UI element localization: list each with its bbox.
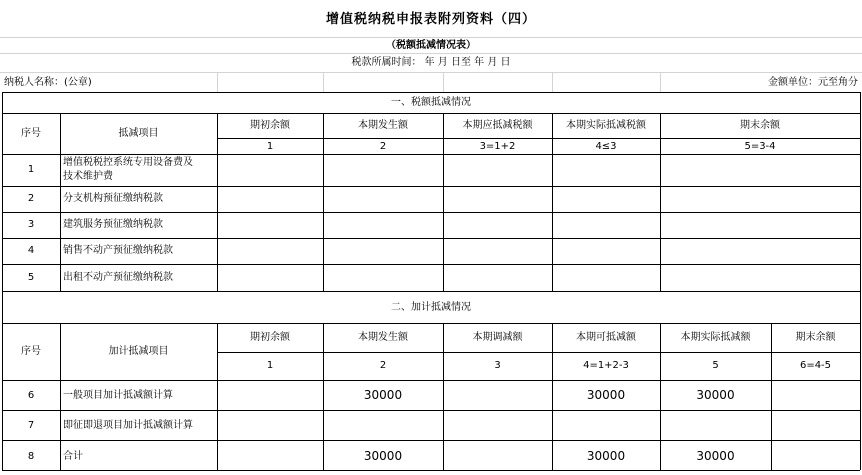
section1-seq-header: 序号 bbox=[21, 128, 41, 139]
s2-col2-header: 本期发生额 bbox=[358, 332, 408, 343]
s2-col1-code: 1 bbox=[266, 360, 274, 371]
section1-item-header: 抵减项目 bbox=[118, 128, 159, 139]
row-seq: 8 bbox=[27, 451, 35, 462]
row-item: 建筑服务预征缴纳税款 bbox=[63, 219, 163, 230]
cell-value: 30000 bbox=[586, 449, 626, 463]
section2-seq-header: 序号 bbox=[21, 346, 41, 357]
s1-col1-header: 期初余额 bbox=[250, 120, 290, 131]
s2-col1-header: 期初余额 bbox=[250, 332, 290, 343]
cell-value: 30000 bbox=[363, 388, 403, 402]
cell-value: 30000 bbox=[696, 449, 735, 463]
s1-col3-header: 本期应抵减税额 bbox=[462, 120, 533, 131]
s2-col5-header: 本期实际抵减额 bbox=[680, 332, 751, 343]
cell-value: 30000 bbox=[696, 388, 735, 402]
s1-col1-code: 1 bbox=[266, 141, 274, 152]
row-item: 即征即退项目加计抵减额计算 bbox=[63, 420, 193, 431]
row-item: 一般项目加计抵减额计算 bbox=[63, 390, 173, 401]
row-seq: 5 bbox=[27, 272, 35, 283]
s1-col2-header: 本期发生额 bbox=[358, 120, 408, 131]
s1-col5-header: 期末余额 bbox=[740, 120, 780, 131]
s1-col4-header: 本期实际抵减税额 bbox=[566, 120, 646, 131]
form-title: 增值税纳税申报表附列资料（四） bbox=[325, 12, 536, 27]
row-seq: 7 bbox=[27, 420, 35, 431]
row-seq: 3 bbox=[27, 219, 35, 230]
s2-col3-header: 本期调减额 bbox=[472, 332, 523, 343]
row-item: 销售不动产预征缴纳税款 bbox=[63, 245, 173, 256]
s2-col6-header: 期末余额 bbox=[795, 332, 836, 343]
row-item: 增值税税控系统专用设备费及 bbox=[63, 157, 193, 168]
form-subtitle: （税额抵减情况表） bbox=[386, 40, 476, 51]
row-seq: 4 bbox=[27, 245, 35, 256]
section2-title: 二、加计抵减情况 bbox=[391, 302, 471, 313]
cell-value: 30000 bbox=[363, 449, 403, 463]
s1-col5-code: 5=3-4 bbox=[744, 141, 776, 152]
row-item: 出租不动产预征缴纳税款 bbox=[63, 272, 173, 283]
tax-period: 税款所属时间： 年 月 日至 年 月 日 bbox=[351, 57, 511, 68]
row-item: 分支机构预征缴纳税款 bbox=[63, 193, 163, 204]
s1-col3-code: 3=1+2 bbox=[479, 141, 516, 152]
section1-title: 一、税额抵减情况 bbox=[391, 97, 471, 108]
taxpayer-name-label: 纳税人名称：(公章) bbox=[4, 77, 92, 88]
section2-item-header: 加计抵减项目 bbox=[108, 346, 169, 357]
s2-col6-code: 6=4-5 bbox=[799, 360, 832, 371]
row-item-cont: 技术维护费 bbox=[63, 171, 113, 182]
row-item: 合计 bbox=[63, 451, 83, 462]
s1-col4-code: 4≤3 bbox=[595, 141, 617, 152]
s2-col5-code: 5 bbox=[712, 360, 719, 371]
cell-value: 30000 bbox=[586, 388, 626, 402]
s2-col3-code: 3 bbox=[494, 360, 501, 371]
amount-unit-label: 金额单位：元至角分 bbox=[768, 77, 858, 88]
s2-col2-code: 2 bbox=[379, 360, 387, 371]
row-seq: 2 bbox=[27, 193, 35, 204]
s2-col4-header: 本期可抵减额 bbox=[576, 332, 636, 343]
row-seq: 6 bbox=[27, 390, 35, 401]
s1-col2-code: 2 bbox=[379, 141, 387, 152]
row-seq: 1 bbox=[27, 164, 35, 175]
s2-col4-code: 4=1+2-3 bbox=[583, 360, 629, 371]
